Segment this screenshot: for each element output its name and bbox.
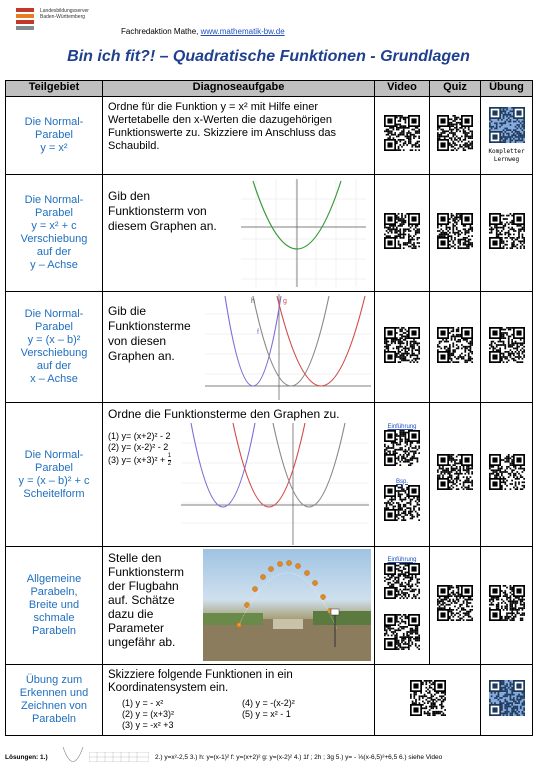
topic-cell: Die Normal- Parabel y = x² xyxy=(6,97,103,175)
uebung-qr-cell xyxy=(481,175,533,292)
video-qr-code[interactable] xyxy=(384,563,420,599)
uebung-qr-code[interactable] xyxy=(489,585,525,621)
graph-label-g: g xyxy=(283,298,287,305)
graph-label-f: f xyxy=(257,329,259,336)
graph-label-h: h xyxy=(251,298,255,305)
video-qr-code[interactable] xyxy=(384,327,420,363)
quiz-qr-cell xyxy=(430,547,481,665)
uebung-qr-code[interactable] xyxy=(489,213,525,249)
table-row xyxy=(6,292,533,403)
video-qr-cell xyxy=(375,403,430,547)
solutions-line xyxy=(5,746,535,766)
topic-cell: Die Normal- Parabel y = (x – b)² Verschiebung auf der x – Achse xyxy=(6,292,103,403)
table-row xyxy=(6,97,533,175)
table-row xyxy=(6,547,533,665)
col-header-uebung: Übung xyxy=(481,81,533,97)
video-qr-code[interactable] xyxy=(384,213,420,249)
logo-text: Landesbildungsserver Baden-Württemberg xyxy=(40,8,89,20)
video-qr-cell xyxy=(375,292,430,403)
uebung-qr-cell xyxy=(481,292,533,403)
task-cell: Stelle den Funktionsterm der Flugbahn auf. Schätze dazu die Parameter ungefähr ab. xyxy=(103,547,375,665)
quiz-qr-cell xyxy=(430,292,481,403)
quiz-qr-code[interactable] xyxy=(437,115,473,151)
quiz-qr-cell xyxy=(430,403,481,547)
video-qr-cell xyxy=(375,175,430,292)
landesbildungsserver-logo xyxy=(14,6,36,32)
video-quiz-qr-cell xyxy=(375,665,481,736)
quiz-qr-cell xyxy=(430,175,481,292)
video-qr-code-2[interactable] xyxy=(384,614,420,650)
table-row xyxy=(6,665,533,736)
diagnosis-table xyxy=(5,80,533,736)
table-header-row xyxy=(6,81,533,97)
mathematik-bw-link[interactable]: www.mathematik-bw.de xyxy=(200,27,285,36)
graph-shifted-y xyxy=(241,179,366,287)
topic-cell: Übung zum Erkennen und Zeichnen von Parabeln xyxy=(6,665,103,736)
topic-cell: Die Normal- Parabel y = (x – b)² + c Scheitelform xyxy=(6,403,103,547)
solution-parabola-sketch xyxy=(61,746,85,766)
uebung-qr-code[interactable] xyxy=(489,454,525,490)
quiz-qr-cell xyxy=(430,97,481,175)
video-qr-cell xyxy=(375,547,430,665)
uebung-qr-cell xyxy=(481,547,533,665)
video-link-einfuehrung[interactable]: Einführung xyxy=(387,423,417,430)
task-cell: Gib die Funktionsterme von diesen Graphen an. h g f xyxy=(103,292,375,403)
video-link-einfuehrung[interactable]: Einführung xyxy=(387,556,417,563)
task-cell: Ordne die Funktionsterme den Graphen zu. (1) y= (x+2)² - 2 (2) y= (x-2)² - 2 (3) y= (x+3)² + $\frac{1}{2}$ xyxy=(103,403,375,547)
uebung-qr-cell xyxy=(481,665,533,736)
col-header-quiz: Quiz xyxy=(430,81,481,97)
video-qr-cell xyxy=(375,97,430,175)
solution-value-table xyxy=(89,752,149,762)
video-qr-code[interactable] xyxy=(410,680,446,716)
solutions-label: Lösungen: 1.) xyxy=(5,754,48,761)
term-list: (1) y= (x+2)² - 2 (2) y= (x-2)² - 2 (3) y= (x+3)² + $\frac{1}{2}$ xyxy=(108,431,172,467)
col-header-teilgebiet: Teilgebiet xyxy=(6,81,103,97)
uebung-qr-code-colored[interactable] xyxy=(489,680,525,716)
video-qr-code-bsp[interactable] xyxy=(384,485,420,521)
task-cell: Ordne für die Funktion y = x² mit Hilfe einer Wertetabelle den x-Werten die dazugehörigen Funktionswerte zu. Skizziere im Anschluss das Schaubild. xyxy=(103,97,375,175)
uebung-qr-cell xyxy=(481,403,533,547)
topic-cell: Die Normal- Parabel y = x² + c Verschiebung auf der y – Achse xyxy=(6,175,103,292)
flight-path-photo xyxy=(203,549,371,661)
col-header-video: Video xyxy=(375,81,430,97)
topic-cell: Allgemeine Parabeln, Breite und schmale Parabeln xyxy=(6,547,103,665)
video-qr-code[interactable] xyxy=(384,430,420,466)
task-cell: Skizziere folgende Funktionen in ein Koordinatensystem ein. (1) y = - x² (2) y = (x+3)² (3) y = -x² +3 (4) y = -(x-2)² (5) y = x² - 1 xyxy=(103,665,375,736)
task-cell: Gib den Funktionsterm von diesem Graphen an. xyxy=(103,175,375,292)
quiz-qr-code[interactable] xyxy=(437,454,473,490)
graph-vertex-form xyxy=(181,423,369,545)
function-list: (1) y = - x² (2) y = (x+3)² (3) y = -x² +3 (4) y = -(x-2)² (5) y = x² - 1 xyxy=(122,698,295,730)
quiz-qr-code[interactable] xyxy=(437,327,473,363)
video-qr-code[interactable] xyxy=(384,115,420,151)
uebung-qr-code-colored[interactable] xyxy=(489,107,525,143)
quiz-qr-code[interactable] xyxy=(437,585,473,621)
fachredaktion-line: Fachredaktion Mathe, www.mathematik-bw.de xyxy=(121,27,285,36)
graph-shifted-x xyxy=(205,294,371,400)
video-link-bsp[interactable]: Bsp. xyxy=(395,478,408,485)
solutions-text: 2.) y=x²-2,5 3.) h: y=(x-1)² f: y=(x+2)² g: y=(x-2)² 4.) 1f ; 2h ; 3g 5.) y= - ⅓(x-6,5)²+6,5 6.) siehe Video xyxy=(155,754,443,761)
col-header-diagnoseaufgabe: Diagnoseaufgabe xyxy=(103,81,375,97)
page-title: Bin ich fit?! – Quadratische Funktionen - Grundlagen xyxy=(67,48,470,65)
page-header xyxy=(0,0,537,40)
quiz-qr-code[interactable] xyxy=(437,213,473,249)
uebung-qr-cell xyxy=(481,97,533,175)
lernweg-label: Kompletter Lernweg xyxy=(488,148,525,163)
table-row xyxy=(6,175,533,292)
table-row xyxy=(6,403,533,547)
uebung-qr-code[interactable] xyxy=(489,327,525,363)
